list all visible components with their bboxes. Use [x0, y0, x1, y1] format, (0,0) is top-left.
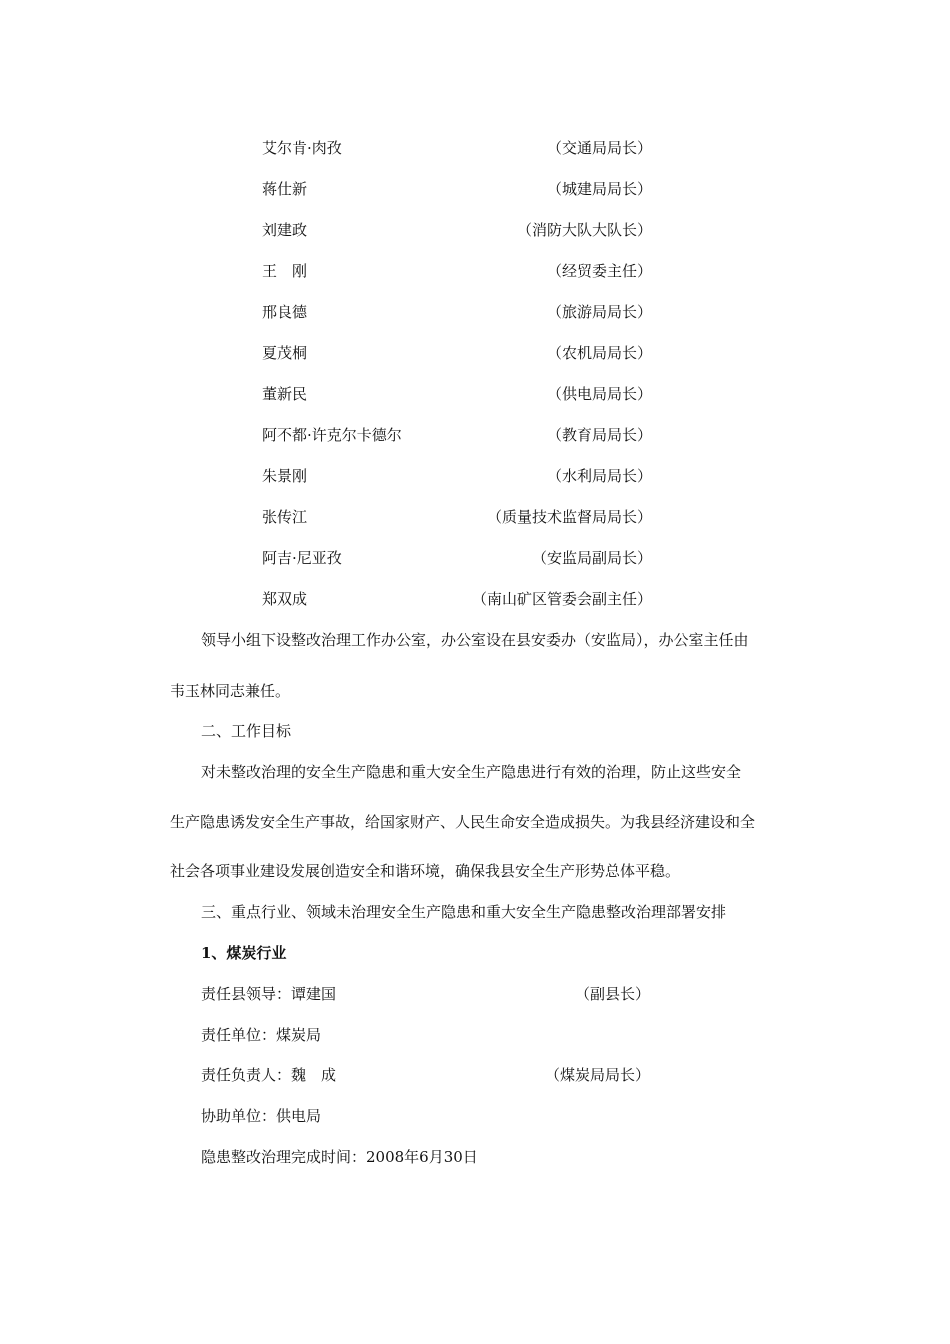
member-role: （城建局局长） [546, 180, 652, 198]
member-name: 郑双成 [262, 590, 308, 608]
responsible-leader-role: （副县长） [574, 985, 650, 1003]
member-name: 朱景刚 [262, 467, 308, 485]
member-name: 邢良德 [262, 303, 308, 321]
member-row [262, 506, 652, 528]
member-row [262, 383, 652, 405]
member-row [262, 219, 652, 241]
member-name: 张传江 [262, 508, 308, 526]
member-row [262, 547, 652, 569]
member-role: （交通局局长） [546, 139, 652, 157]
member-role: （水利局局长） [546, 467, 652, 485]
member-role: （安监局副局长） [531, 549, 652, 567]
responsible-unit: 责任单位：煤炭局 [201, 1026, 322, 1044]
member-row [262, 260, 652, 282]
member-name: 王 刚 [262, 262, 308, 280]
member-role: （旅游局局长） [546, 303, 652, 321]
section-heading: 三、重点行业、领域未治理安全生产隐患和重大安全生产隐患整改治理部署安排 [201, 903, 727, 921]
paragraph-line: 韦玉林同志兼任。 [170, 682, 291, 700]
member-role: （消防大队大队长） [516, 221, 652, 239]
paragraph-line: 领导小组下设整改治理工作办公室，办公室设在县安委办（安监局），办公室主任由 [201, 631, 749, 649]
member-name: 夏茂桐 [262, 344, 308, 362]
member-role: （农机局局长） [546, 344, 652, 362]
subsection-heading: 1、煤炭行业 [201, 944, 287, 962]
paragraph-line: 生产隐患诱发安全生产事故，给国家财产、人民生命安全造成损失。为我县经济建设和全 [170, 813, 756, 831]
member-name: 董新民 [262, 385, 308, 403]
member-role: （教育局局长） [546, 426, 652, 444]
section-heading: 二、工作目标 [201, 722, 292, 740]
member-role: （南山矿区管委会副主任） [471, 590, 652, 608]
member-name: 阿吉·尼亚孜 [262, 549, 342, 567]
member-role: （经贸委主任） [546, 262, 652, 280]
member-row [262, 342, 652, 364]
paragraph-line: 社会各项事业建设发展创造安全和谐环境，确保我县安全生产形势总体平稳。 [170, 862, 681, 880]
member-role: （供电局局长） [546, 385, 652, 403]
member-name: 蒋仕新 [262, 180, 308, 198]
member-row [262, 301, 652, 323]
member-row [262, 588, 652, 610]
responsible-person: 责任负责人：魏 成 [201, 1066, 337, 1084]
responsible-leader: 责任县领导：谭建国 [201, 985, 337, 1003]
member-name: 艾尔肯·肉孜 [262, 139, 342, 157]
member-row [262, 137, 652, 159]
member-name: 阿不都·许克尔卡德尔 [262, 426, 402, 444]
member-row [262, 178, 652, 200]
paragraph-line: 对未整改治理的安全生产隐患和重大安全生产隐患进行有效的治理，防止这些安全 [201, 763, 742, 781]
member-row [262, 424, 652, 446]
assisting-unit: 协助单位：供电局 [201, 1107, 322, 1125]
member-role: （质量技术监督局局长） [486, 508, 652, 526]
member-row [262, 465, 652, 487]
member-name: 刘建政 [262, 221, 308, 239]
completion-deadline: 隐患整改治理完成时间：2008年6月30日 [201, 1148, 478, 1166]
responsible-person-role: （煤炭局局长） [544, 1066, 650, 1084]
